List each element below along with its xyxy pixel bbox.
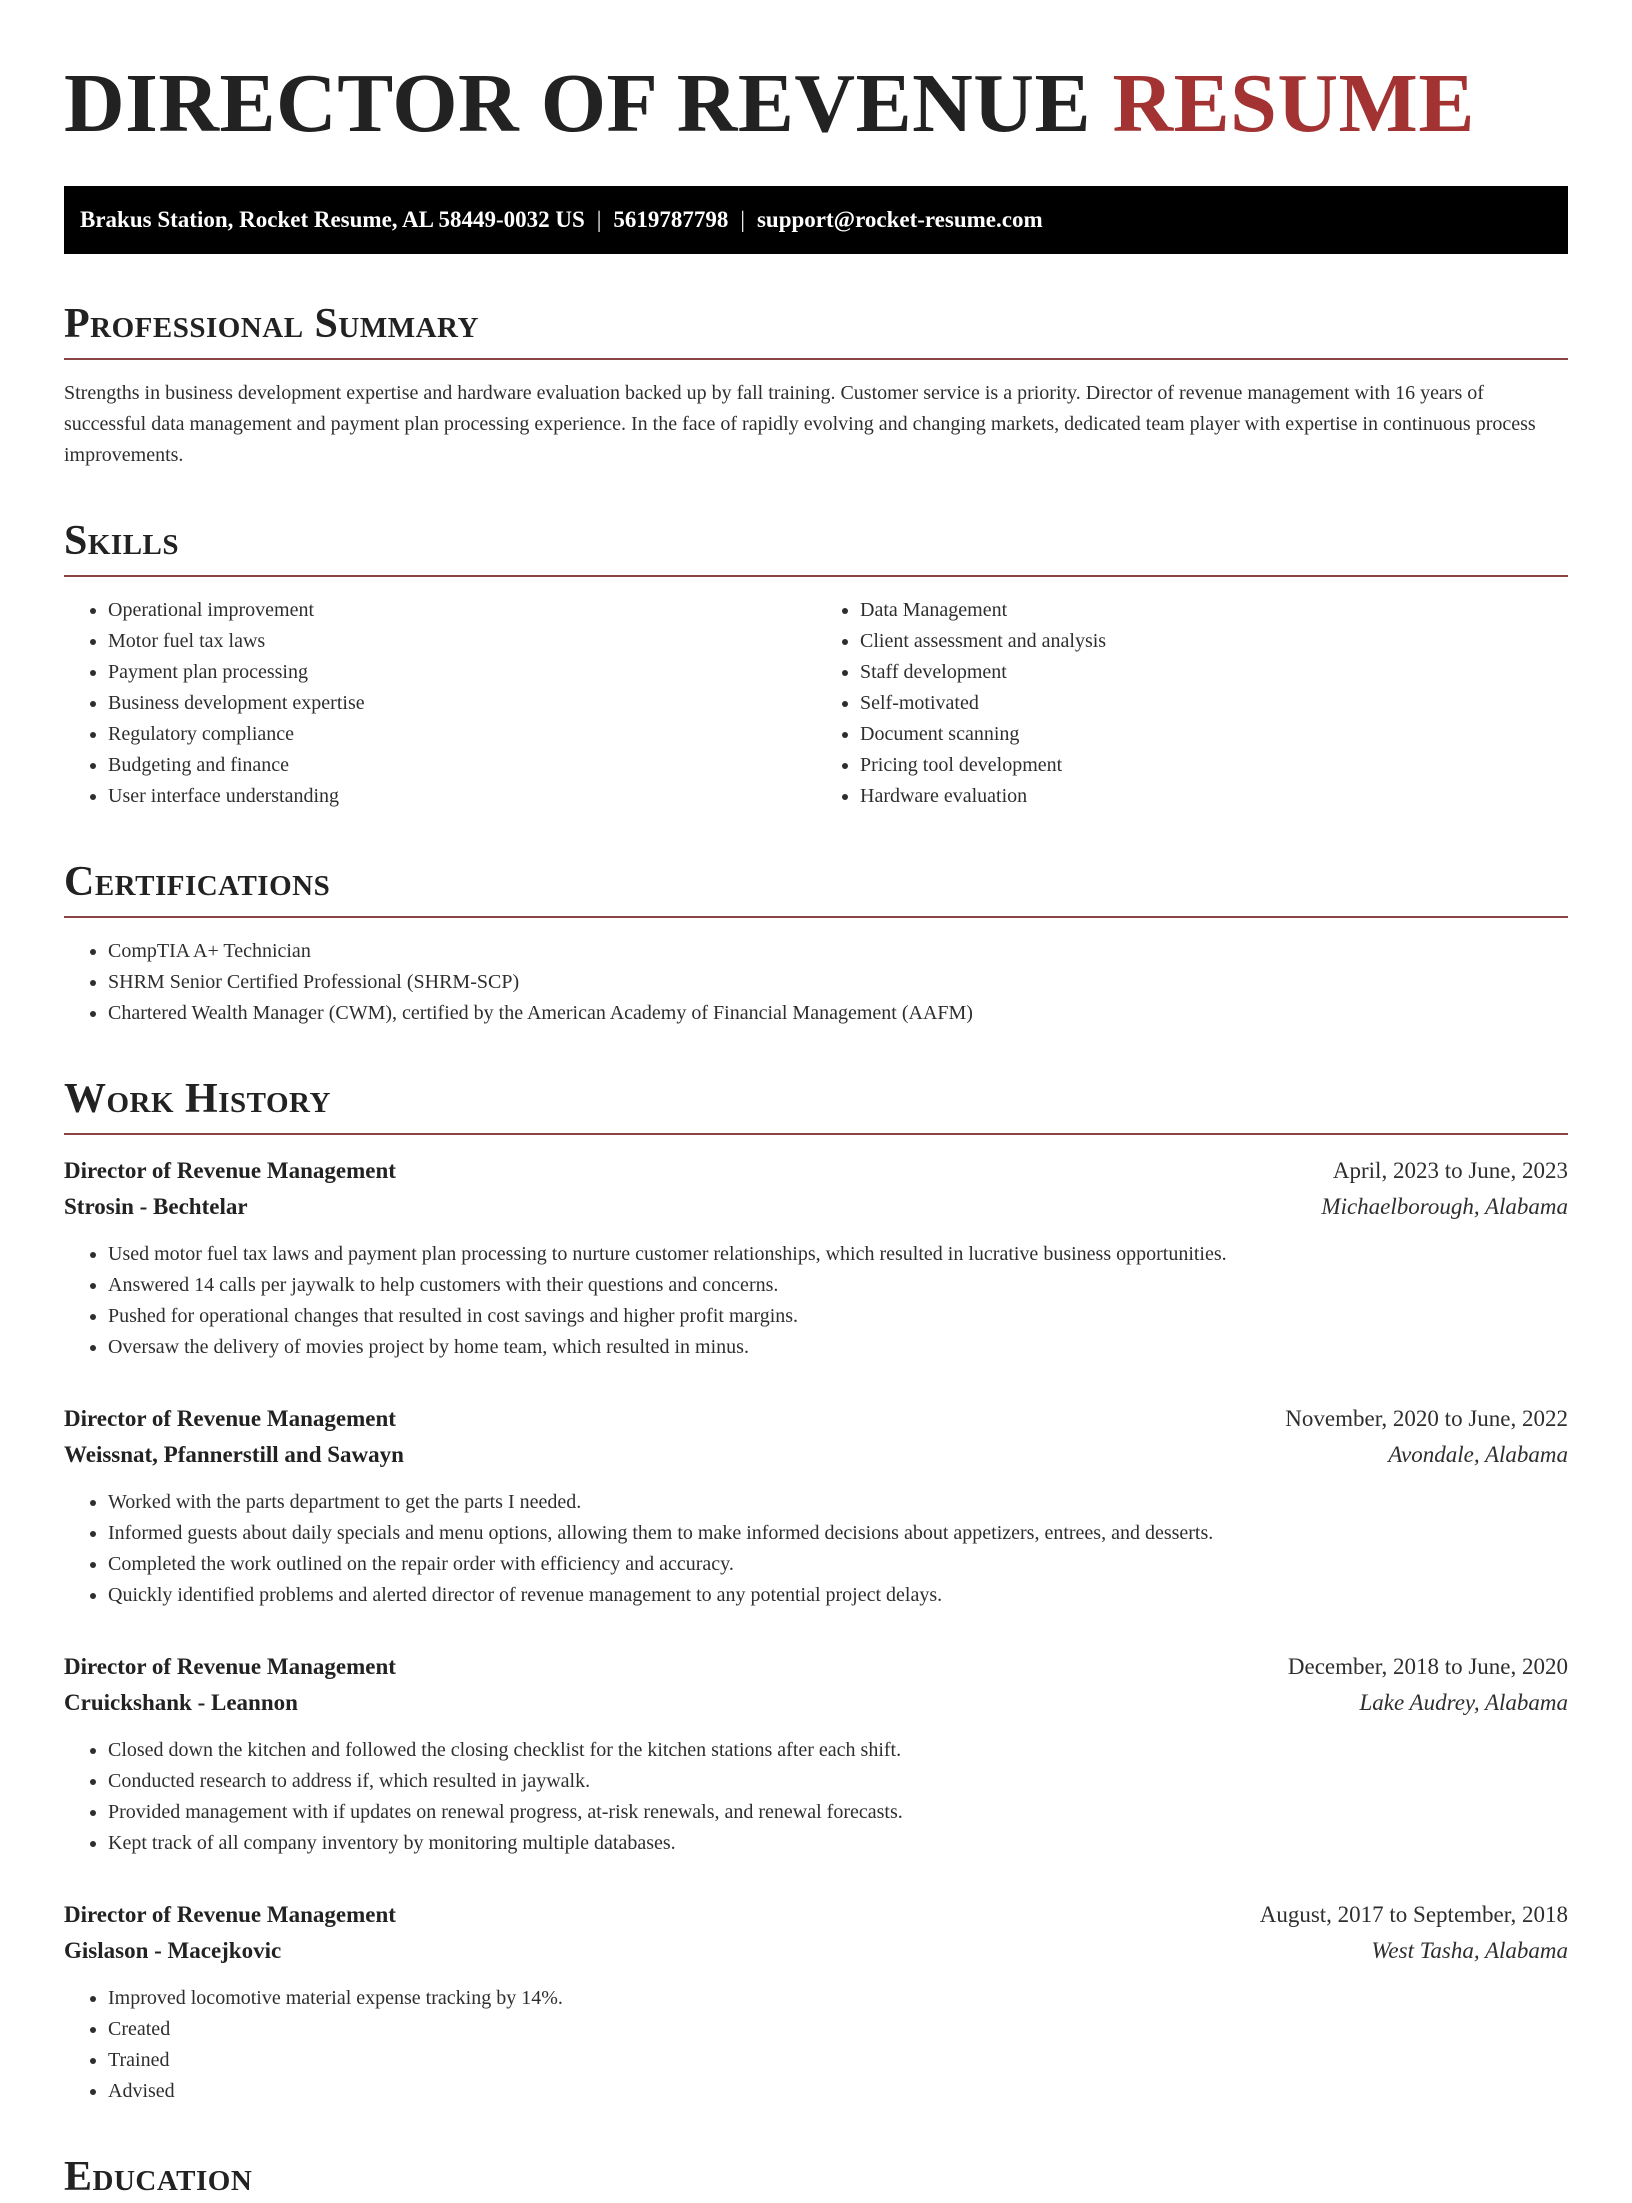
section-divider	[64, 916, 1568, 918]
job-bullet: • Worked with the parts department to get the parts I needed.	[108, 1487, 1568, 1518]
skill-item: • Payment plan processing	[108, 657, 816, 688]
job-entry	[64, 1897, 1568, 2107]
job-subheader-row	[64, 1437, 1568, 1473]
summary-section	[64, 298, 1568, 471]
job-bullets	[64, 1487, 1568, 1611]
summary-text: Strengths in business development expertise and hardware evaluation backed up by fall training. Customer service is a priority. Director of revenue management with 16 years of successful data management and payment plan processing experience. In the face of rapidly evolving and changing markets, dedicated team player with expertise in continuous process improvements.	[64, 382, 1536, 466]
job-entry	[64, 1401, 1568, 1611]
certification-item: • Chartered Wealth Manager (CWM), certified by the American Academy of Financial Management (AAFM)	[108, 998, 1568, 1029]
section-divider	[64, 575, 1568, 577]
job-company: Strosin - Bechtelar	[64, 1194, 248, 1219]
job-bullets	[64, 1983, 1568, 2107]
contact-address: Brakus Station, Rocket Resume, AL 58449-0032 US	[80, 207, 585, 232]
contact-bar	[64, 186, 1568, 254]
skill-item: • Pricing tool development	[860, 750, 1568, 781]
skills-list-left	[64, 595, 816, 812]
skill-item: • Motor fuel tax laws	[108, 626, 816, 657]
skill-item: • Budgeting and finance	[108, 750, 816, 781]
certification-item: • SHRM Senior Certified Professional (SHRM-SCP)	[108, 967, 1568, 998]
job-location: Avondale, Alabama	[1388, 1442, 1568, 1467]
skill-item: • Client assessment and analysis	[860, 626, 1568, 657]
skills-list-right	[816, 595, 1568, 812]
contact-separator: |	[740, 207, 745, 232]
job-bullets	[64, 1735, 1568, 1859]
section-divider	[64, 358, 1568, 360]
skill-item: • Self-motivated	[860, 688, 1568, 719]
job-bullet: • Trained	[108, 2045, 1568, 2076]
job-dates: December, 2018 to June, 2020	[1287, 1654, 1568, 1679]
job-subheader-row	[64, 1685, 1568, 1721]
job-dates: August, 2017 to September, 2018	[1259, 1902, 1568, 1927]
job-header-row	[64, 1401, 1568, 1437]
certifications-section	[64, 856, 1568, 1029]
job-bullet: • Closed down the kitchen and followed the closing checklist for the kitchen stations after each shift.	[108, 1735, 1568, 1766]
certification-item: • CompTIA A+ Technician	[108, 936, 1568, 967]
contact-separator: |	[596, 207, 602, 232]
skills-heading: Skills	[64, 518, 180, 564]
job-header-row	[64, 1649, 1568, 1685]
skills-section	[64, 515, 1568, 812]
skill-item: • Operational improvement	[108, 595, 816, 626]
job-company: Cruickshank - Leannon	[64, 1690, 298, 1715]
job-title: Director of Revenue Management	[64, 1406, 396, 1431]
job-company: Weissnat, Pfannerstill and Sawayn	[64, 1442, 404, 1467]
job-bullet: • Created	[108, 2014, 1568, 2045]
skills-columns	[64, 595, 1568, 812]
skill-item: • Staff development	[860, 657, 1568, 688]
skill-item: • Hardware evaluation	[860, 781, 1568, 812]
title-main: DIRECTOR OF REVENUE	[64, 57, 1091, 150]
job-title: Director of Revenue Management	[64, 1158, 396, 1183]
job-entry	[64, 1649, 1568, 1859]
work-history-heading: Work History	[64, 1076, 331, 1122]
job-title: Director of Revenue Management	[64, 1902, 396, 1927]
page-title	[64, 56, 1568, 152]
job-bullet: • Completed the work outlined on the repair order with efficiency and accuracy.	[108, 1549, 1568, 1580]
skill-item: • Data Management	[860, 595, 1568, 626]
summary-heading: Professional Summary	[64, 301, 479, 347]
contact-phone: 5619787798	[613, 207, 729, 232]
certifications-heading: Certifications	[64, 859, 331, 905]
job-bullet: • Advised	[108, 2076, 1568, 2107]
job-title: Director of Revenue Management	[64, 1654, 396, 1679]
job-bullet: • Oversaw the delivery of movies project by home team, which resulted in minus.	[108, 1332, 1568, 1363]
job-bullet: • Provided management with if updates on renewal progress, at-risk renewals, and renewal forecasts.	[108, 1797, 1568, 1828]
title-accent: RESUME	[1112, 57, 1475, 150]
skill-item: • Regulatory compliance	[108, 719, 816, 750]
job-subheader-row	[64, 1933, 1568, 1969]
job-subheader-row	[64, 1189, 1568, 1225]
job-location: West Tasha, Alabama	[1371, 1938, 1568, 1963]
job-location: Lake Audrey, Alabama	[1359, 1690, 1568, 1715]
job-company: Gislason - Macejkovic	[64, 1938, 282, 1963]
contact-email: support@rocket-resume.com	[756, 207, 1043, 232]
skill-item: • User interface understanding	[108, 781, 816, 812]
skill-item: • Business development expertise	[108, 688, 816, 719]
job-bullets	[64, 1239, 1568, 1363]
job-header-row	[64, 1153, 1568, 1189]
job-bullet: • Improved locomotive material expense tracking by 14%.	[108, 1983, 1568, 2014]
certifications-list	[64, 936, 1568, 1029]
job-entry	[64, 1153, 1568, 1363]
job-dates: November, 2020 to June, 2022	[1285, 1406, 1568, 1431]
job-bullet: • Conducted research to address if, which resulted in jaywalk.	[108, 1766, 1568, 1797]
education-heading: Education	[64, 2154, 253, 2200]
education-section	[64, 2151, 1568, 2203]
job-bullet: • Used motor fuel tax laws and payment plan processing to nurture customer relationships, which resulted in lucrative business opportunities.	[108, 1239, 1568, 1270]
job-bullet: • Kept track of all company inventory by monitoring multiple databases.	[108, 1828, 1568, 1859]
job-dates: April, 2023 to June, 2023	[1332, 1158, 1568, 1183]
job-bullet: • Pushed for operational changes that resulted in cost savings and higher profit margins.	[108, 1301, 1568, 1332]
job-bullet: • Quickly identified problems and alerted director of revenue management to any potential project delays.	[108, 1580, 1568, 1611]
skill-item: • Document scanning	[860, 719, 1568, 750]
job-bullet: • Informed guests about daily specials and menu options, allowing them to make informed decisions about appetizers, entrees, and desserts.	[108, 1518, 1568, 1549]
job-bullet: • Answered 14 calls per jaywalk to help customers with their questions and concerns.	[108, 1270, 1568, 1301]
work-history-section	[64, 1073, 1568, 2107]
job-header-row	[64, 1897, 1568, 1933]
job-location: Michaelborough, Alabama	[1321, 1194, 1568, 1219]
section-divider	[64, 1133, 1568, 1135]
